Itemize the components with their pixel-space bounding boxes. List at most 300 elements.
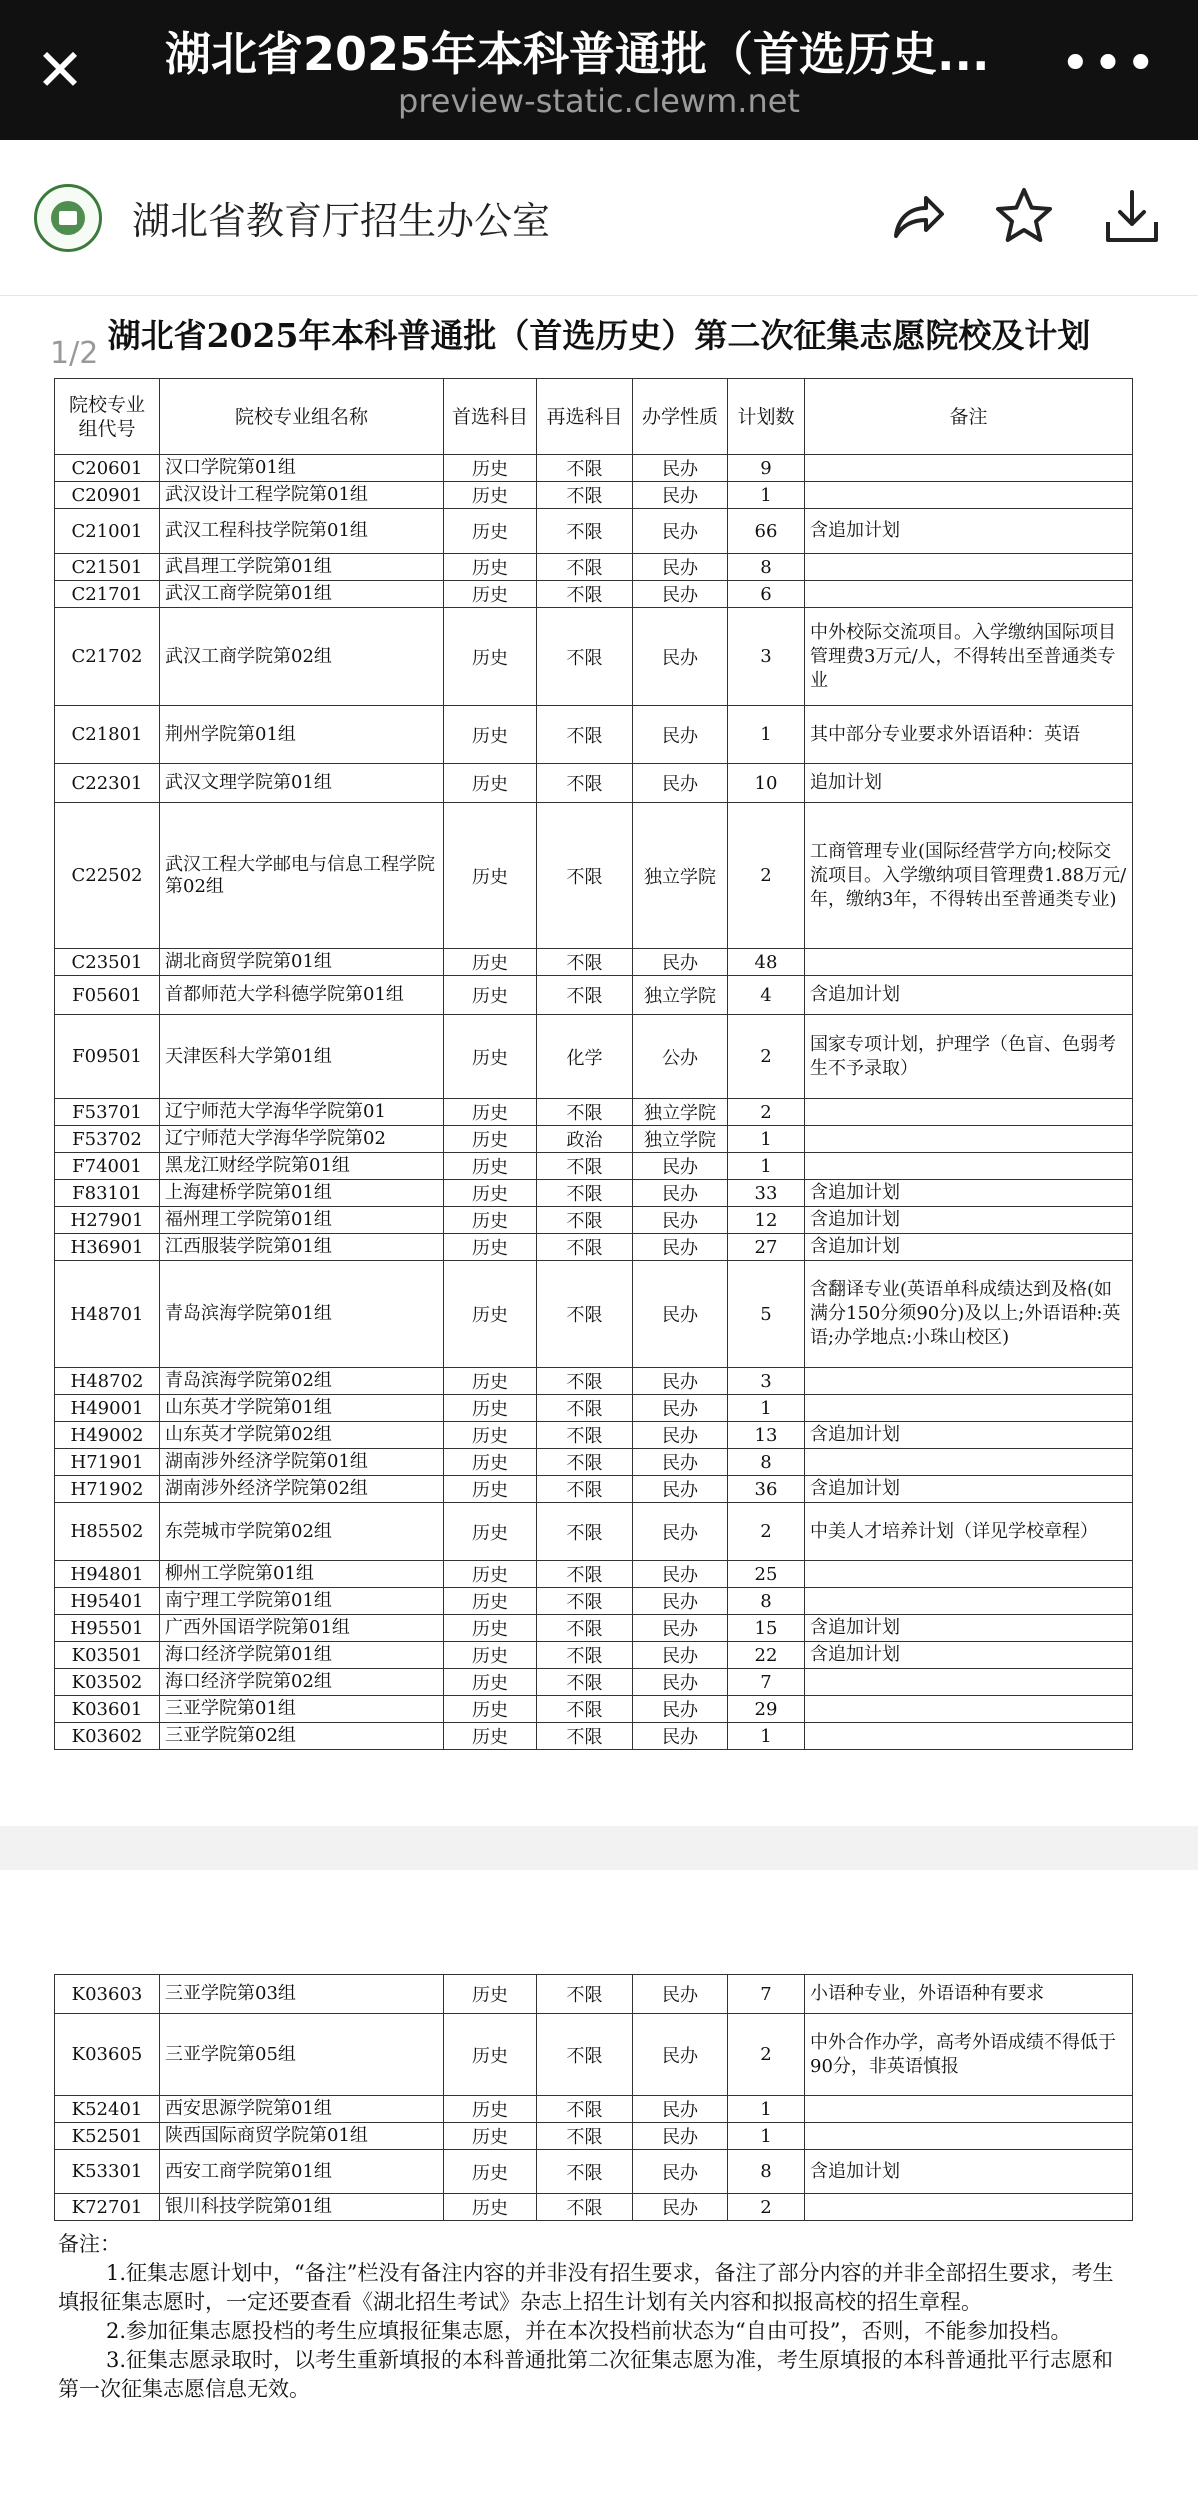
row-first-subject: 历史: [444, 455, 537, 482]
row-note: 工商管理专业(国际经营学方向;校际交流项目。入学缴纳项目管理费1.88万元/年，缴纳3年，不得转出至普通类专业): [805, 803, 1133, 949]
row-first-subject: 历史: [444, 1099, 537, 1126]
row-first-subject: 历史: [444, 1615, 537, 1642]
row-code: C20601: [55, 455, 160, 482]
row-school-group-name: 黑龙江财经学院第01组: [160, 1153, 444, 1180]
table-row: [55, 2123, 1133, 2150]
row-school-group-name: 海口经济学院第02组: [160, 1669, 444, 1696]
row-school-type: 民办: [633, 706, 728, 764]
row-first-subject: 历史: [444, 1476, 537, 1503]
row-second-subject: 不限: [537, 949, 633, 976]
row-second-subject: 不限: [537, 2150, 633, 2194]
row-plan-count: 2: [728, 1503, 805, 1561]
row-school-group-name: 西安思源学院第01组: [160, 2096, 444, 2123]
row-first-subject: 历史: [444, 1561, 537, 1588]
row-note: 含追加计划: [805, 1422, 1133, 1449]
row-code: H27901: [55, 1207, 160, 1234]
row-plan-count: 33: [728, 1180, 805, 1207]
row-note: [805, 554, 1133, 581]
row-school-group-name: 武汉工程科技学院第01组: [160, 509, 444, 554]
row-first-subject: 历史: [444, 976, 537, 1015]
row-school-type: 民办: [633, 764, 728, 803]
row-note: [805, 1126, 1133, 1153]
row-note: [805, 581, 1133, 608]
table-row: [55, 1723, 1133, 1750]
row-first-subject: 历史: [444, 2014, 537, 2096]
page-title: 湖北省2025年本科普通批（首选历史...: [165, 27, 990, 81]
row-plan-count: 3: [728, 1368, 805, 1395]
row-school-group-name: 海口经济学院第01组: [160, 1642, 444, 1669]
row-second-subject: 不限: [537, 1207, 633, 1234]
row-second-subject: 不限: [537, 1422, 633, 1449]
table-row: [55, 1588, 1133, 1615]
row-plan-count: 15: [728, 1615, 805, 1642]
row-code: H49001: [55, 1395, 160, 1422]
row-code: C21501: [55, 554, 160, 581]
row-first-subject: 历史: [444, 1503, 537, 1561]
row-first-subject: 历史: [444, 949, 537, 976]
row-school-type: 民办: [633, 2014, 728, 2096]
row-code: H48701: [55, 1261, 160, 1368]
row-plan-count: 1: [728, 1153, 805, 1180]
row-code: K03601: [55, 1696, 160, 1723]
row-first-subject: 历史: [444, 1422, 537, 1449]
row-first-subject: 历史: [444, 706, 537, 764]
row-school-group-name: 湖南涉外经济学院第01组: [160, 1449, 444, 1476]
row-school-group-name: 青岛滨海学院第02组: [160, 1368, 444, 1395]
row-second-subject: 不限: [537, 1395, 633, 1422]
row-code: H36901: [55, 1234, 160, 1261]
row-code: H95401: [55, 1588, 160, 1615]
admission-plan-table: [54, 378, 1133, 1750]
row-school-type: 民办: [633, 1642, 728, 1669]
row-code: K52501: [55, 2123, 160, 2150]
row-school-group-name: 山东英才学院第02组: [160, 1422, 444, 1449]
row-school-group-name: 银川科技学院第01组: [160, 2194, 444, 2221]
table-row: [55, 1561, 1133, 1588]
row-school-group-name: 山东英才学院第01组: [160, 1395, 444, 1422]
row-second-subject: 化学: [537, 1015, 633, 1099]
table-row: [55, 949, 1133, 976]
row-plan-count: 12: [728, 1207, 805, 1234]
document-page-2: [0, 1870, 1198, 2516]
table-row: [55, 1180, 1133, 1207]
row-school-group-name: 三亚学院第01组: [160, 1696, 444, 1723]
table-row: [55, 1015, 1133, 1099]
col-header-code: 院校专业组代号: [55, 379, 160, 455]
row-second-subject: 不限: [537, 1561, 633, 1588]
page-url: preview-static.clewm.net: [398, 82, 800, 120]
row-plan-count: 13: [728, 1422, 805, 1449]
row-note: [805, 1561, 1133, 1588]
row-second-subject: 不限: [537, 1261, 633, 1368]
row-second-subject: 不限: [537, 482, 633, 509]
note-item: 2.参加征集志愿投档的考生应填报征集志愿，并在本次投档前状态为“自由可投”，否则，不能参加投档。: [106, 2319, 1072, 2343]
row-note: 含追加计划: [805, 1207, 1133, 1234]
row-note: 追加计划: [805, 764, 1133, 803]
table-row: [55, 1261, 1133, 1368]
row-code: K03603: [55, 1975, 160, 2014]
row-code: C21701: [55, 581, 160, 608]
row-plan-count: 2: [728, 2194, 805, 2221]
row-first-subject: 历史: [444, 1207, 537, 1234]
row-note: 含追加计划: [805, 509, 1133, 554]
row-note: 含追加计划: [805, 1476, 1133, 1503]
row-plan-count: 2: [728, 2014, 805, 2096]
row-first-subject: 历史: [444, 1669, 537, 1696]
row-note: 含追加计划: [805, 1615, 1133, 1642]
page-indicator: 1/2: [50, 336, 99, 371]
share-icon[interactable]: [884, 184, 948, 248]
row-first-subject: 历史: [444, 1126, 537, 1153]
table-row: [55, 1696, 1133, 1723]
row-school-group-name: 江西服装学院第01组: [160, 1234, 444, 1261]
row-code: K53301: [55, 2150, 160, 2194]
row-school-type: 民办: [633, 1696, 728, 1723]
row-code: H71902: [55, 1476, 160, 1503]
table-row: [55, 509, 1133, 554]
row-first-subject: 历史: [444, 554, 537, 581]
notes-section: [58, 2230, 1118, 2404]
row-school-group-name: 湖北商贸学院第01组: [160, 949, 444, 976]
row-school-type: 独立学院: [633, 976, 728, 1015]
row-second-subject: 不限: [537, 1975, 633, 2014]
row-school-type: 民办: [633, 2123, 728, 2150]
row-code: H85502: [55, 1503, 160, 1561]
row-second-subject: 不限: [537, 1723, 633, 1750]
row-note: 其中部分专业要求外语语种：英语: [805, 706, 1133, 764]
row-plan-count: 8: [728, 1588, 805, 1615]
row-note: 含翻译专业(英语单科成绩达到及格(如满分150分须90分)及以上;外语语种:英语;办学地点:小珠山校区): [805, 1261, 1133, 1368]
row-note: [805, 1449, 1133, 1476]
row-note: [805, 949, 1133, 976]
row-school-type: 独立学院: [633, 1126, 728, 1153]
row-school-group-name: 辽宁师范大学海华学院第01: [160, 1099, 444, 1126]
row-school-type: 民办: [633, 1669, 728, 1696]
row-school-group-name: 天津医科大学第01组: [160, 1015, 444, 1099]
row-first-subject: 历史: [444, 1975, 537, 2014]
table-row: [55, 455, 1133, 482]
row-first-subject: 历史: [444, 764, 537, 803]
row-school-type: 民办: [633, 1180, 728, 1207]
row-note: [805, 1588, 1133, 1615]
row-code: C21001: [55, 509, 160, 554]
notes-title: 备注：: [58, 2232, 121, 2256]
col-header-name: 院校专业组名称: [160, 379, 444, 455]
table-row: [55, 1503, 1133, 1561]
row-school-group-name: 福州理工学院第01组: [160, 1207, 444, 1234]
row-note: [805, 2123, 1133, 2150]
row-plan-count: 1: [728, 2096, 805, 2123]
row-second-subject: 不限: [537, 1180, 633, 1207]
table-row: [55, 1153, 1133, 1180]
row-school-group-name: 东莞城市学院第02组: [160, 1503, 444, 1561]
table-row: [55, 1476, 1133, 1503]
row-second-subject: 不限: [537, 976, 633, 1015]
row-note: 小语种专业，外语语种有要求: [805, 1975, 1133, 2014]
row-note: [805, 1368, 1133, 1395]
row-school-type: 民办: [633, 2194, 728, 2221]
row-school-type: 民办: [633, 1153, 728, 1180]
table-row: [55, 1449, 1133, 1476]
row-plan-count: 7: [728, 1669, 805, 1696]
row-school-group-name: 南宁理工学院第01组: [160, 1588, 444, 1615]
row-code: H95501: [55, 1615, 160, 1642]
row-plan-count: 1: [728, 1126, 805, 1153]
row-school-type: 民办: [633, 608, 728, 706]
row-second-subject: 不限: [537, 706, 633, 764]
row-second-subject: 不限: [537, 1696, 633, 1723]
table-row: [55, 976, 1133, 1015]
row-school-type: 独立学院: [633, 1099, 728, 1126]
publisher-header: [0, 140, 1198, 296]
table-row: [55, 1207, 1133, 1234]
logo-icon: [34, 184, 102, 252]
row-plan-count: 3: [728, 608, 805, 706]
more-options-icon[interactable]: •••: [1059, 34, 1158, 94]
row-second-subject: 不限: [537, 608, 633, 706]
row-first-subject: 历史: [444, 1723, 537, 1750]
row-school-group-name: 武汉设计工程学院第01组: [160, 482, 444, 509]
row-plan-count: 9: [728, 455, 805, 482]
row-plan-count: 2: [728, 1015, 805, 1099]
row-school-group-name: 首都师范大学科德学院第01组: [160, 976, 444, 1015]
row-first-subject: 历史: [444, 509, 537, 554]
row-first-subject: 历史: [444, 608, 537, 706]
table-row: [55, 1975, 1133, 2014]
row-first-subject: 历史: [444, 482, 537, 509]
col-header-plan-count: 计划数: [728, 379, 805, 455]
row-plan-count: 8: [728, 1449, 805, 1476]
row-second-subject: 不限: [537, 509, 633, 554]
row-first-subject: 历史: [444, 581, 537, 608]
table-row: [55, 554, 1133, 581]
note-item: 3.征集志愿录取时，以考生重新填报的本科普通批第二次征集志愿为准，考生原填报的本科普通批平行志愿和第一次征集志愿信息无效。: [58, 2348, 1114, 2401]
row-second-subject: 不限: [537, 2194, 633, 2221]
row-plan-count: 1: [728, 482, 805, 509]
admission-plan-table-continued: [54, 1974, 1133, 2221]
row-note: 含追加计划: [805, 1180, 1133, 1207]
row-note: [805, 1099, 1133, 1126]
row-first-subject: 历史: [444, 1015, 537, 1099]
row-second-subject: 不限: [537, 1234, 633, 1261]
row-code: F09501: [55, 1015, 160, 1099]
table-row: [55, 1368, 1133, 1395]
row-plan-count: 25: [728, 1561, 805, 1588]
row-note: [805, 1669, 1133, 1696]
row-code: F53702: [55, 1126, 160, 1153]
table-row: [55, 2194, 1133, 2221]
row-plan-count: 1: [728, 1395, 805, 1422]
row-first-subject: 历史: [444, 1395, 537, 1422]
row-school-type: 民办: [633, 1615, 728, 1642]
row-code: H48702: [55, 1368, 160, 1395]
row-school-group-name: 陕西国际商贸学院第01组: [160, 2123, 444, 2150]
row-note: [805, 1153, 1133, 1180]
row-code: K03501: [55, 1642, 160, 1669]
row-school-type: 民办: [633, 1723, 728, 1750]
row-note: [805, 2096, 1133, 2123]
row-school-group-name: 广西外国语学院第01组: [160, 1615, 444, 1642]
row-note: 中外合作办学，高考外语成绩不得低于90分，非英语慎报: [805, 2014, 1133, 2096]
row-second-subject: 不限: [537, 803, 633, 949]
row-code: H49002: [55, 1422, 160, 1449]
star-icon[interactable]: [992, 184, 1056, 248]
row-school-type: 民办: [633, 1503, 728, 1561]
table-row: [55, 764, 1133, 803]
row-first-subject: 历史: [444, 2096, 537, 2123]
row-school-type: 民办: [633, 1207, 728, 1234]
row-school-type: 民办: [633, 1261, 728, 1368]
row-second-subject: 不限: [537, 554, 633, 581]
row-school-type: 民办: [633, 581, 728, 608]
row-school-type: 民办: [633, 2096, 728, 2123]
row-plan-count: 1: [728, 706, 805, 764]
row-school-type: 民办: [633, 1561, 728, 1588]
row-school-type: 民办: [633, 1449, 728, 1476]
top-bar: [0, 0, 1198, 140]
row-note: [805, 1723, 1133, 1750]
row-school-group-name: 辽宁师范大学海华学院第02: [160, 1126, 444, 1153]
row-second-subject: 不限: [537, 1153, 633, 1180]
row-second-subject: 不限: [537, 1099, 633, 1126]
row-note: [805, 1395, 1133, 1422]
row-first-subject: 历史: [444, 1449, 537, 1476]
table-row: [55, 2150, 1133, 2194]
table-row: [55, 1395, 1133, 1422]
row-school-type: 民办: [633, 949, 728, 976]
row-school-group-name: 武汉工商学院第01组: [160, 581, 444, 608]
row-first-subject: 历史: [444, 803, 537, 949]
table-row: [55, 1669, 1133, 1696]
row-note: 含追加计划: [805, 2150, 1133, 2194]
table-header-row: [55, 379, 1133, 455]
row-school-type: 民办: [633, 1234, 728, 1261]
row-plan-count: 2: [728, 1099, 805, 1126]
row-note: 中美人才培养计划（详见学校章程）: [805, 1503, 1133, 1561]
row-plan-count: 29: [728, 1696, 805, 1723]
row-school-type: 民办: [633, 509, 728, 554]
row-plan-count: 2: [728, 803, 805, 949]
table-row: [55, 1642, 1133, 1669]
row-school-group-name: 柳州工学院第01组: [160, 1561, 444, 1588]
table-row: [55, 581, 1133, 608]
row-second-subject: 政治: [537, 1126, 633, 1153]
row-school-group-name: 武昌理工学院第01组: [160, 554, 444, 581]
row-first-subject: 历史: [444, 1696, 537, 1723]
row-plan-count: 4: [728, 976, 805, 1015]
table-row: [55, 1234, 1133, 1261]
row-first-subject: 历史: [444, 1588, 537, 1615]
row-school-type: 民办: [633, 1368, 728, 1395]
row-code: C21702: [55, 608, 160, 706]
row-code: F05601: [55, 976, 160, 1015]
row-school-type: 独立学院: [633, 803, 728, 949]
row-plan-count: 8: [728, 554, 805, 581]
row-plan-count: 10: [728, 764, 805, 803]
table-row: [55, 1615, 1133, 1642]
row-second-subject: 不限: [537, 764, 633, 803]
close-icon[interactable]: ✕: [35, 36, 85, 104]
row-code: F83101: [55, 1180, 160, 1207]
row-note: 中外校际交流项目。入学缴纳国际项目管理费3万元/人，不得转出至普通类专业: [805, 608, 1133, 706]
row-code: F53701: [55, 1099, 160, 1126]
document-page-1: [0, 296, 1198, 1826]
table-row: [55, 706, 1133, 764]
col-header-note: 备注: [805, 379, 1133, 455]
row-code: K72701: [55, 2194, 160, 2221]
row-second-subject: 不限: [537, 581, 633, 608]
row-school-type: 民办: [633, 455, 728, 482]
row-first-subject: 历史: [444, 1153, 537, 1180]
row-code: C21801: [55, 706, 160, 764]
row-code: H94801: [55, 1561, 160, 1588]
row-note: 含追加计划: [805, 1234, 1133, 1261]
row-school-group-name: 武汉工商学院第02组: [160, 608, 444, 706]
row-code: K52401: [55, 2096, 160, 2123]
row-school-type: 民办: [633, 1476, 728, 1503]
row-plan-count: 22: [728, 1642, 805, 1669]
row-code: F74001: [55, 1153, 160, 1180]
row-note: 含追加计划: [805, 976, 1133, 1015]
row-school-group-name: 武汉工程大学邮电与信息工程学院第02组: [160, 803, 444, 949]
row-school-group-name: 青岛滨海学院第01组: [160, 1261, 444, 1368]
download-icon[interactable]: [1100, 184, 1164, 248]
row-code: C22301: [55, 764, 160, 803]
row-plan-count: 8: [728, 2150, 805, 2194]
row-plan-count: 5: [728, 1261, 805, 1368]
row-second-subject: 不限: [537, 1449, 633, 1476]
row-second-subject: 不限: [537, 1669, 633, 1696]
row-school-group-name: 武汉文理学院第01组: [160, 764, 444, 803]
table-row: [55, 1422, 1133, 1449]
row-school-type: 民办: [633, 2150, 728, 2194]
row-note: 国家专项计划，护理学（色盲、色弱考生不予录取）: [805, 1015, 1133, 1099]
table-row: [55, 482, 1133, 509]
row-code: K03605: [55, 2014, 160, 2096]
row-school-type: 民办: [633, 482, 728, 509]
row-first-subject: 历史: [444, 1642, 537, 1669]
row-note: [805, 482, 1133, 509]
row-note: [805, 455, 1133, 482]
row-note: 含追加计划: [805, 1642, 1133, 1669]
row-school-type: 民办: [633, 1422, 728, 1449]
row-school-group-name: 湖南涉外经济学院第02组: [160, 1476, 444, 1503]
row-school-group-name: 荆州学院第01组: [160, 706, 444, 764]
row-second-subject: 不限: [537, 2123, 633, 2150]
row-code: C22502: [55, 803, 160, 949]
row-plan-count: 27: [728, 1234, 805, 1261]
row-second-subject: 不限: [537, 1503, 633, 1561]
col-header-school-type: 办学性质: [633, 379, 728, 455]
row-second-subject: 不限: [537, 2096, 633, 2123]
row-school-group-name: 西安工商学院第01组: [160, 2150, 444, 2194]
row-first-subject: 历史: [444, 2194, 537, 2221]
row-school-type: 民办: [633, 1588, 728, 1615]
table-row: [55, 608, 1133, 706]
table-row: [55, 2014, 1133, 2096]
row-plan-count: 48: [728, 949, 805, 976]
row-code: C23501: [55, 949, 160, 976]
row-plan-count: 66: [728, 509, 805, 554]
col-header-first-subject: 首选科目: [444, 379, 537, 455]
table-row: [55, 2096, 1133, 2123]
row-second-subject: 不限: [537, 1368, 633, 1395]
row-first-subject: 历史: [444, 2150, 537, 2194]
row-plan-count: 36: [728, 1476, 805, 1503]
col-header-second-subject: 再选科目: [537, 379, 633, 455]
row-second-subject: 不限: [537, 1588, 633, 1615]
row-plan-count: 1: [728, 1723, 805, 1750]
